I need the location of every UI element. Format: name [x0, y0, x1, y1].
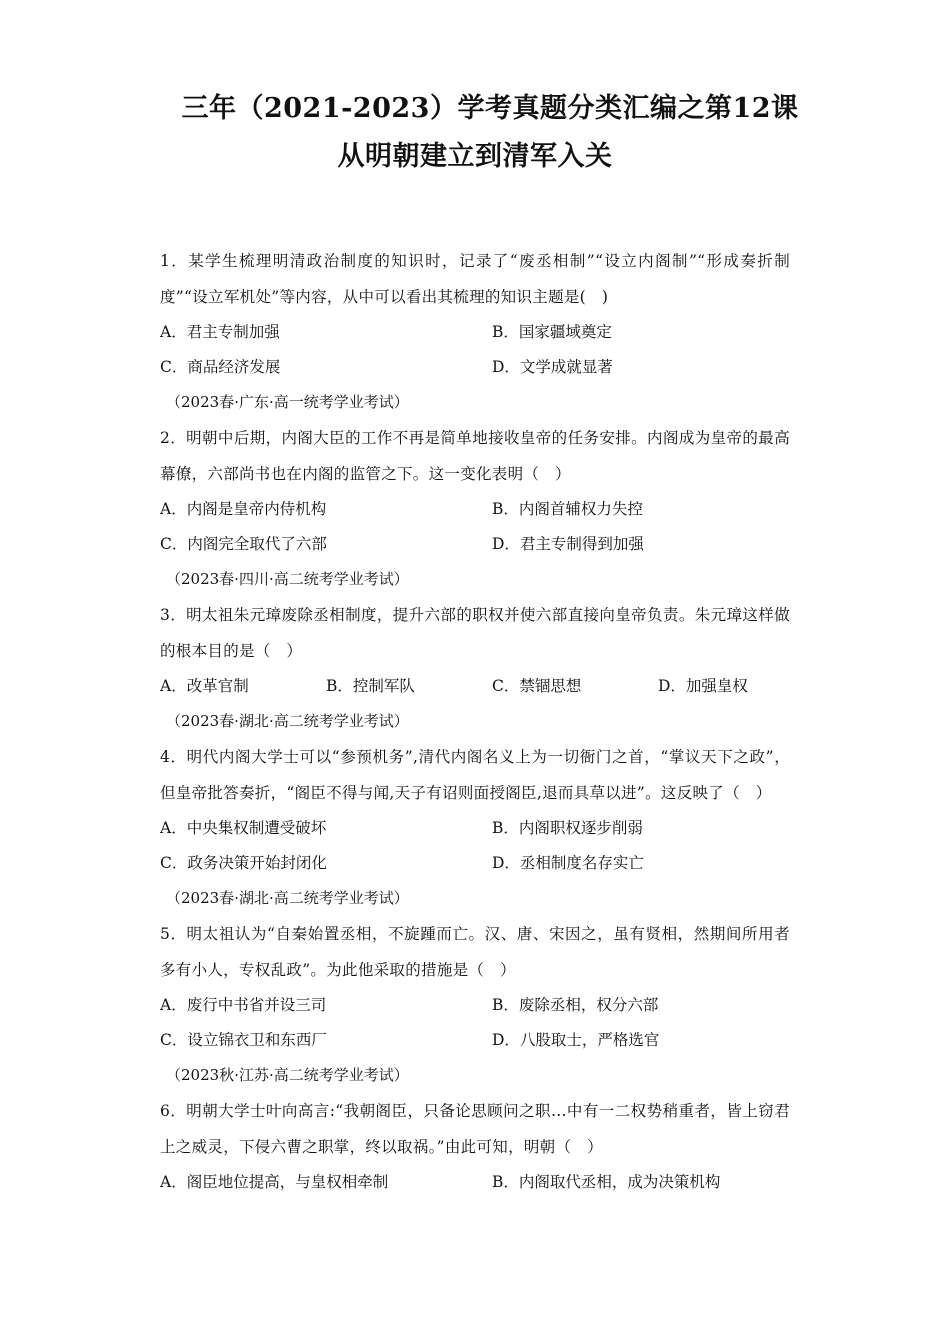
option-a: A．中央集权制遭受破坏 — [160, 819, 327, 837]
question-source: （2023春·四川·高二统考学业考试） — [166, 570, 409, 588]
options — [160, 1165, 790, 1200]
question-2 — [160, 420, 790, 597]
option-d: D．丞相制度名存实亡 — [492, 854, 644, 872]
options — [160, 988, 790, 1058]
option-c: C．设立锦衣卫和东西厂 — [160, 1031, 327, 1049]
question-stem: 5．明太祖认为“自秦始置丞相，不旋踵而亡。汉、唐、宋因之，虽有贤相，然期间所用者多有小人，专权乱政”。为此他采取的措施是（ ） — [160, 925, 790, 979]
option-d: D．加强皇权 — [658, 677, 748, 695]
option-c: C．商品经济发展 — [160, 358, 281, 376]
question-stem: 1．某学生梳理明清政治制度的知识时，记录了“废丞相制”“设立内阁制”“形成奏折制度”“设立军机处”等内容，从中可以看出其梳理的知识主题是( ) — [160, 252, 790, 306]
question-6 — [160, 1093, 790, 1200]
option-c: C．内阁完全取代了六部 — [160, 535, 327, 553]
question-1 — [160, 243, 790, 420]
question-source: （2023秋·江苏·高二统考学业考试） — [166, 1066, 409, 1084]
option-d: D．文学成就显著 — [492, 358, 613, 376]
question-stem: 4．明代内阁大学士可以“参预机务”,清代内阁名义上为一切衙门之首，“掌议天下之政”，但皇帝批答奏折，“阁臣不得与闻,天子有诏则面授阁臣,退而具草以进”。这反映了（ ） — [160, 748, 790, 802]
options — [160, 492, 790, 562]
question-3 — [160, 597, 790, 739]
option-a: A．君主专制加强 — [160, 323, 280, 341]
option-c: C．政务决策开始封闭化 — [160, 854, 327, 872]
option-a: A．阁臣地位提高，与皇权相牵制 — [160, 1173, 389, 1191]
options — [160, 315, 790, 385]
option-d: D．八股取士，严格选官 — [492, 1031, 660, 1049]
option-a: A．内阁是皇帝内侍机构 — [160, 500, 327, 518]
question-source: （2023春·湖北·高二统考学业考试） — [166, 889, 409, 907]
page-title-line-1: 三年（2021-2023）学考真题分类汇编之第12课 — [181, 93, 799, 124]
option-b: B．内阁职权逐步削弱 — [492, 819, 643, 837]
question-list — [160, 243, 790, 1200]
option-b: B．国家疆域奠定 — [492, 323, 612, 341]
question-5 — [160, 916, 790, 1093]
question-source: （2023春·湖北·高二统考学业考试） — [166, 712, 409, 730]
option-b: B．内阁首辅权力失控 — [492, 500, 643, 518]
option-b: B．内阁取代丞相，成为决策机构 — [492, 1173, 721, 1191]
options — [160, 669, 790, 704]
question-4 — [160, 739, 790, 916]
option-c: C．禁锢思想 — [492, 677, 582, 695]
options — [160, 811, 790, 881]
question-stem: 2．明朝中后期，内阁大臣的工作不再是简单地接收皇帝的任务安排。内阁成为皇帝的最高幕僚，六部尚书也在内阁的监管之下。这一变化表明（ ） — [160, 429, 790, 483]
question-source: （2023春·广东·高一统考学业考试） — [166, 393, 409, 411]
option-b: B．废除丞相，权分六部 — [492, 996, 659, 1014]
page-title-line-2: 从明朝建立到清军入关 — [337, 141, 613, 172]
question-stem: 6．明朝大学士叶向高言:“我朝阁臣，只备论思顾问之职…中有一二权势稍重者，皆上窃君上之威灵，下侵六曹之职掌，终以取祸。”由此可知，明朝（ ） — [160, 1102, 790, 1156]
option-a: A．废行中书省并设三司 — [160, 996, 327, 1014]
option-b: B．控制军队 — [326, 677, 415, 695]
option-d: D．君主专制得到加强 — [492, 535, 644, 553]
option-a: A．改革官制 — [160, 677, 249, 695]
question-stem: 3．明太祖朱元璋废除丞相制度，提升六部的职权并使六部直接向皇帝负责。朱元璋这样做的根本目的是（ ） — [160, 606, 790, 660]
